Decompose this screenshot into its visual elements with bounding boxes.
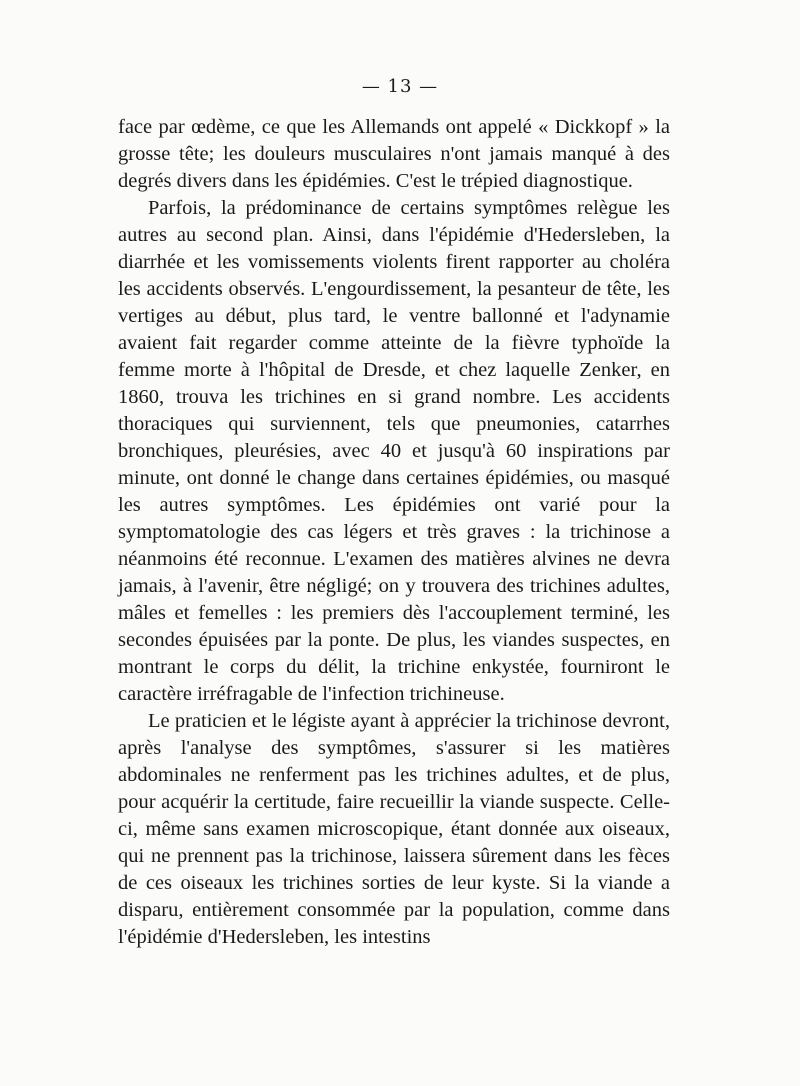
paragraph-3: Le praticien et le légiste ayant à apprécier la trichinose devront, après l'analyse des symptômes, s'assurer si les matières abdominales ne renferment pas les trichines adultes, et de plus, pour acquérir la certitude, faire recueillir la viande suspecte. Celle-ci, même sans examen microscopique, étant donnée aux oiseaux, qui ne prennent pas la trichinose, laissera sûrement dans les fèces de ces oiseaux les trichines sorties de leur kyste. Si la viande a disparu, entièrement consommée par la population, comme dans l'épidémie d'Hedersleben, les intestins [118,710,670,948]
paragraph-2: Parfois, la prédominance de certains symptômes relègue les autres au second plan. Ainsi, dans l'épidémie d'Hedersleben, la diarrhée et les vomissements violents firent rapporter au choléra les accidents observés. L'engourdissement, la pesanteur de tête, les vertiges au début, plus tard, le ventre ballonné et l'adynamie avaient fait regarder comme atteinte de la fièvre typhoïde la femme morte à l'hôpital de Dresde, et chez laquelle Zenker, en 1860, trouva les trichines en si grand nombre. Les accidents thoraciques qui surviennent, tels que pneumonies, catarrhes bronchiques, pleurésies, avec 40 et jusqu'à 60 inspirations par minute, ont donné le change dans certaines épidémies, ou masqué les autres symptômes. Les épidémies ont varié pour la symptomatologie des cas légers et très graves : la trichinose a néanmoins été reconnue. L'examen des matières alvines ne devra jamais, à l'avenir, être négligé; on y trouvera des trichines adultes, mâles et femelles : les premiers dès l'accouplement terminé, les secondes épuisées par la ponte. De plus, les viandes suspectes, en montrant le corps du délit, la trichine enkystée, fourniront le caractère irréfragable de l'infection trichineuse. [118,197,670,705]
page-number: — 13 — [361,76,439,97]
paragraph-1: face par œdème, ce que les Allemands ont appelé « Dickkopf » la grosse tête; les douleurs musculaires n'ont jamais manqué à des degrés divers dans les épidémies. C'est le trépied diagnostique. [118,116,670,192]
body-text [118,114,670,951]
